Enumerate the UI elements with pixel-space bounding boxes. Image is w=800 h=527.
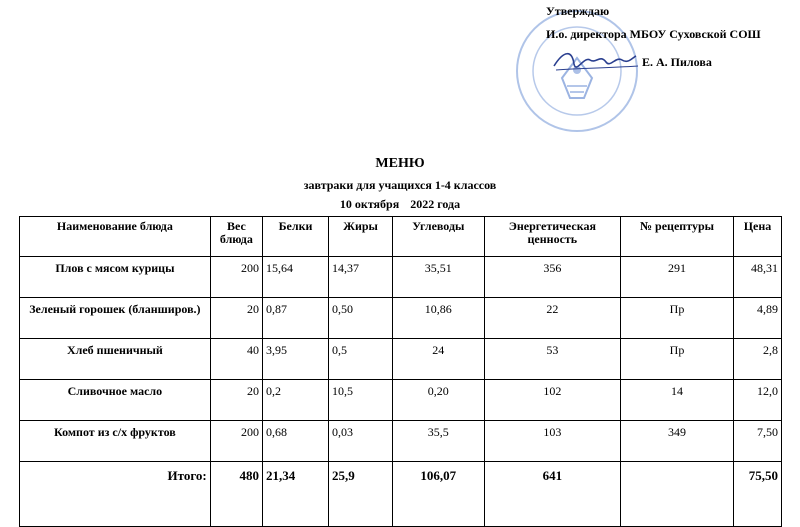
dish-carbs: 35,5 [392,421,484,462]
dish-price: 12,0 [733,380,781,421]
dish-fat: 14,37 [329,257,393,298]
dish-recipe-number: 349 [621,421,734,462]
menu-date-year: 2022 года [410,197,461,211]
total-weight: 480 [210,462,262,527]
dish-recipe-number: Пр [621,298,734,339]
dish-protein: 0,2 [262,380,328,421]
dish-weight: 20 [210,380,262,421]
total-energy: 641 [484,462,620,527]
approval-position: И.о. директора МБОУ Суховской СОШ [546,27,761,41]
table-row [20,380,782,421]
header-weight: Вес блюда [210,217,262,257]
dish-energy: 102 [484,380,620,421]
dish-weight: 20 [210,298,262,339]
dish-fat: 0,50 [329,298,393,339]
dish-name: Сливочное масло [20,380,211,421]
approval-title: Утверждаю [546,4,610,18]
dish-recipe-number: Пр [621,339,734,380]
dish-energy: 356 [484,257,620,298]
table-row [20,339,782,380]
dish-fat: 0,5 [329,339,393,380]
dish-name: Компот из с/х фруктов [20,421,211,462]
page-title: МЕНЮ [375,156,425,171]
total-protein: 21,34 [262,462,328,527]
table-row [20,421,782,462]
total-label: Итого: [20,462,211,527]
dish-carbs: 35,51 [392,257,484,298]
dish-protein: 0,68 [262,421,328,462]
table-header-row [20,217,782,257]
dish-price: 2,8 [733,339,781,380]
dish-energy: 22 [484,298,620,339]
approval-signer: Е. А. Пилова [642,55,712,69]
total-price: 75,50 [733,462,781,527]
dish-recipe-number: 291 [621,257,734,298]
dish-protein: 3,95 [262,339,328,380]
menu-table [19,216,782,527]
dish-energy: 53 [484,339,620,380]
dish-recipe-number: 14 [621,380,734,421]
dish-weight: 200 [210,257,262,298]
dish-carbs: 24 [392,339,484,380]
dish-name: Хлеб пшеничный [20,339,211,380]
dish-name: Зеленый горошек (бланширов.) [20,298,211,339]
dish-name: Плов с мясом курицы [20,257,211,298]
dish-protein: 0,87 [262,298,328,339]
dish-carbs: 0,20 [392,380,484,421]
dish-protein: 15,64 [262,257,328,298]
dish-carbs: 10,86 [392,298,484,339]
header-energy: Энергетическая ценность [484,217,620,257]
total-carbs: 106,07 [392,462,484,527]
header-recipe-number: № рецептуры [621,217,734,257]
menu-date-day: 10 октября [339,197,400,211]
total-fat: 25,9 [329,462,393,527]
total-recipe-number [621,462,734,527]
header-dish-name: Наименование блюда [20,217,211,257]
page-subtitle: завтраки для учащихся 1-4 классов [303,178,497,192]
header-price: Цена [733,217,781,257]
header-carbs: Углеводы [392,217,484,257]
dish-fat: 10,5 [329,380,393,421]
table-row [20,257,782,298]
header-protein: Белки [262,217,328,257]
dish-fat: 0,03 [329,421,393,462]
dish-energy: 103 [484,421,620,462]
dish-weight: 200 [210,421,262,462]
dish-price: 7,50 [733,421,781,462]
menu-date [0,197,800,212]
table-total-row [20,462,782,527]
header-fat: Жиры [329,217,393,257]
dish-price: 4,89 [733,298,781,339]
dish-weight: 40 [210,339,262,380]
dish-price: 48,31 [733,257,781,298]
handwritten-signature-icon [550,44,640,78]
table-row [20,298,782,339]
